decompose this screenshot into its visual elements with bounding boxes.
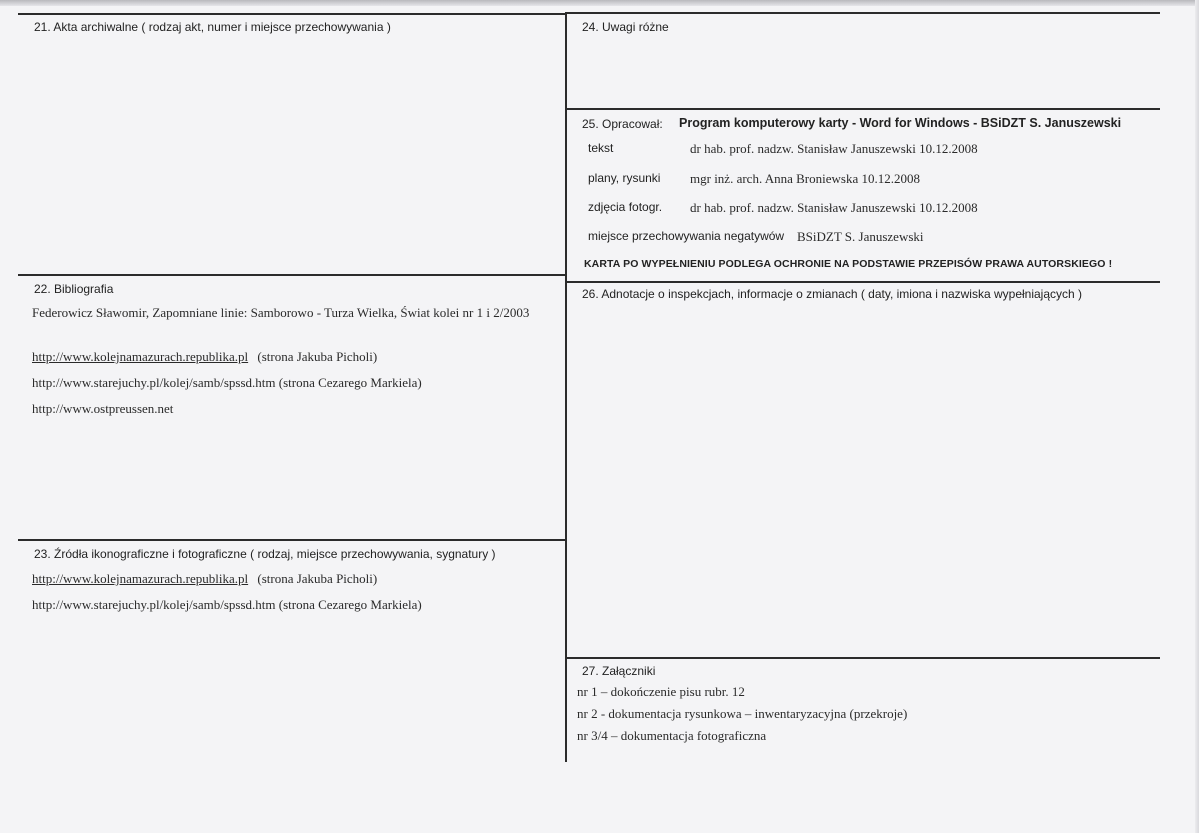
attachment-entry: nr 1 – dokończenie pisu rubr. 12 [577,684,745,699]
section-24-title: 24. Uwagi różne [582,20,669,34]
negatives-value: BSiDZT S. Januszewski [797,229,924,244]
negatives-label: miejsce przechowywania negatywów [588,229,785,243]
section-22-title: 22. Bibliografia [34,282,114,296]
bibliography-link[interactable]: http://www.kolejnamazurach.republika.pl [32,349,249,364]
copyright-note: KARTA PO WYPEŁNIENIU PODLEGA OCHRONIE NA PODSTAWIE PRZEPISÓW PRAWA AUTORSKIEGO ! [584,258,1113,270]
divider-25-26 [566,281,1160,283]
divider-26-27 [566,657,1160,659]
credit-value-text: dr hab. prof. nadzw. Stanisław Januszewski 10.12.2008 [690,141,978,156]
divider-22-23 [18,539,566,541]
bibliography-entry: Federowicz Sławomir, Zapomniane linie: Samborowo - Turza Wielka, Świat kolei nr 1 i 2/2003 [32,305,530,320]
divider-24-25 [566,108,1160,110]
center-divider [565,12,567,762]
credit-value-photos: dr hab. prof. nadzw. Stanisław Januszewski 10.12.2008 [690,200,978,215]
sources-link[interactable]: http://www.kolejnamazurach.republika.pl [32,571,249,586]
attachment-entry: nr 3/4 – dokumentacja fotograficzna [577,728,767,743]
credit-label-photos: zdjęcia fotogr. [588,200,663,214]
credit-label-text: tekst [588,141,614,155]
section-23-title: 23. Źródła ikonograficzne i fotograficzne ( rodzaj, miejsce przechowywania, sygnatury ) [34,547,496,561]
sources-link-row [32,571,377,587]
top-border-left [18,13,566,15]
attachment-entry: nr 2 - dokumentacja rysunkowa – inwentaryzacyjna (przekroje) [577,706,908,721]
scan-right-edge [1195,0,1199,833]
section-26-title: 26. Adnotacje o inspekcjach, informacje o zmianach ( daty, imiona i nazwiska wypełniających ) [582,287,1083,301]
bibliography-entry: http://www.starejuchy.pl/kolej/samb/spssd.htm (strona Cezarego Markiela) [32,375,422,390]
bibliography-link-note: (strona Jakuba Picholi) [257,349,378,364]
credit-value-plans: mgr inż. arch. Anna Broniewska 10.12.2008 [690,171,920,186]
section-27-title: 27. Załączniki [582,664,656,678]
bibliography-entry: http://www.ostpreussen.net [32,401,174,416]
scan-top-edge [0,0,1199,6]
sources-entry: http://www.starejuchy.pl/kolej/samb/spssd.htm (strona Cezarego Markiela) [32,597,422,612]
divider-21-22 [18,274,566,276]
credit-label-plans: plany, rysunki [588,171,661,185]
sources-link-note: (strona Jakuba Picholi) [257,571,378,586]
top-border-right [566,12,1160,14]
program-credit: Program komputerowy karty - Word for Windows - BSiDZT S. Januszewski [679,116,1122,130]
section-25-title: 25. Opracował: [582,117,663,131]
bibliography-link-row [32,349,377,365]
section-21-title: 21. Akta archiwalne ( rodzaj akt, numer i miejsce przechowywania ) [34,20,391,34]
